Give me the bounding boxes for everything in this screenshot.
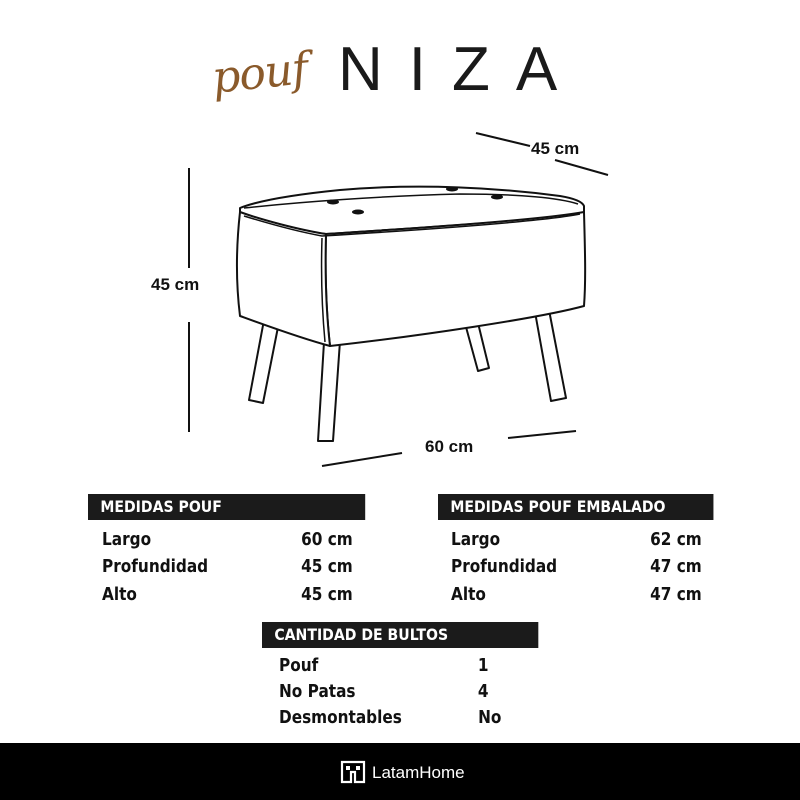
row-label: Profundidad bbox=[451, 556, 558, 577]
table-row bbox=[279, 705, 501, 731]
brand-name: LatamHome bbox=[372, 763, 465, 782]
width-label: 60 cm bbox=[425, 437, 474, 456]
table-row bbox=[279, 653, 489, 679]
row-value: 47 cm bbox=[650, 556, 702, 577]
table-row bbox=[102, 554, 353, 580]
row-value: 47 cm bbox=[650, 584, 702, 605]
row-label: Largo bbox=[451, 529, 501, 550]
row-value: No bbox=[477, 707, 501, 728]
row-label: No Patas bbox=[279, 681, 356, 702]
table-header-medidas-pouf-embalado: MEDIDAS POUF EMBALADO bbox=[438, 494, 713, 520]
row-value: 45 cm bbox=[301, 556, 353, 577]
row-label: Alto bbox=[451, 584, 486, 605]
height-label: 45 cm bbox=[151, 275, 200, 294]
title-script: pouf bbox=[209, 43, 310, 104]
footer-bar bbox=[0, 743, 800, 800]
row-value: 45 cm bbox=[301, 584, 353, 605]
pouf-outline bbox=[237, 187, 585, 441]
row-label: Alto bbox=[102, 584, 137, 605]
row-value: 60 cm bbox=[301, 529, 353, 550]
row-label: Profundidad bbox=[102, 556, 209, 577]
table-row bbox=[279, 679, 489, 705]
depth-dimension-line-2 bbox=[555, 160, 608, 175]
table-row bbox=[451, 554, 702, 580]
width-dimension-line-2 bbox=[508, 431, 576, 438]
table-row bbox=[451, 527, 702, 553]
row-label: Pouf bbox=[279, 655, 319, 676]
width-dimension-line bbox=[322, 453, 402, 466]
table-row bbox=[102, 527, 353, 553]
page-title: NIZA bbox=[338, 35, 584, 104]
table-row bbox=[102, 582, 353, 608]
row-label: Desmontables bbox=[279, 707, 402, 728]
row-label: Largo bbox=[102, 529, 152, 550]
depth-label: 45 cm bbox=[531, 139, 580, 158]
table-header-medidas-pouf: MEDIDAS POUF bbox=[88, 494, 365, 520]
table-row bbox=[451, 582, 702, 608]
row-value: 4 bbox=[478, 681, 489, 702]
row-value: 1 bbox=[478, 655, 489, 676]
table-header-cantidad-de-bultos: CANTIDAD DE BULTOS bbox=[262, 622, 538, 648]
depth-dimension-line bbox=[476, 133, 530, 146]
house-logo-icon bbox=[340, 760, 366, 784]
row-value: 62 cm bbox=[650, 529, 702, 550]
